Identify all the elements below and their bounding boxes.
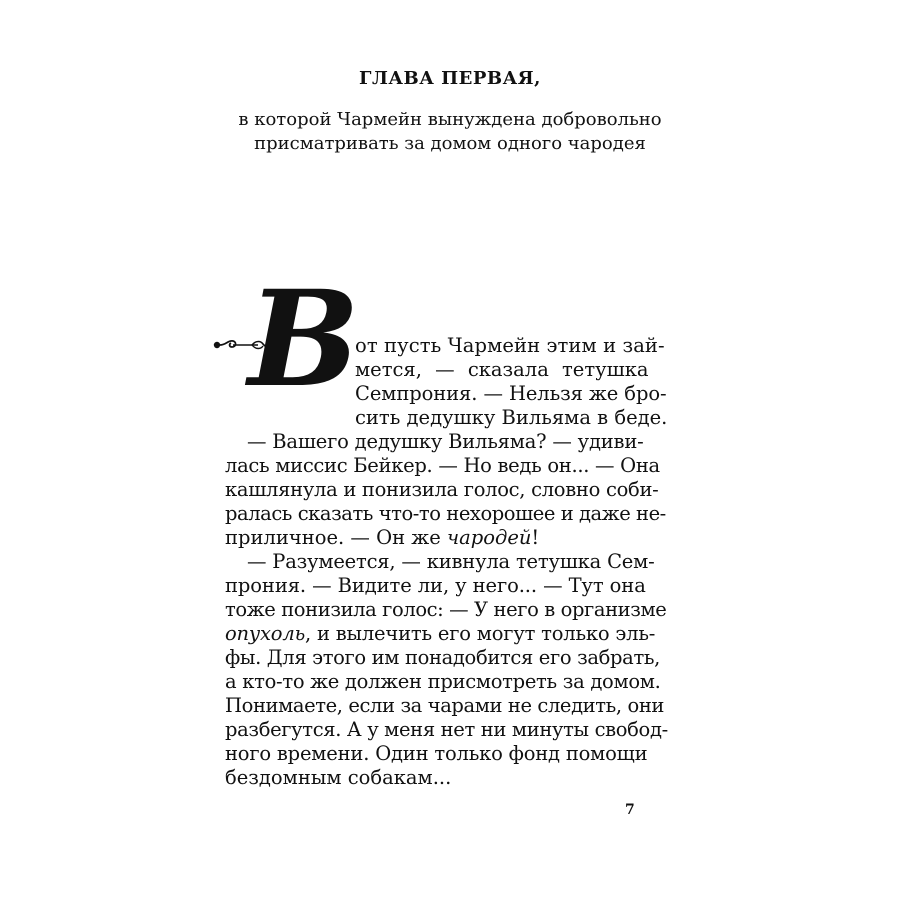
italic-word: чародей [446,526,532,549]
text-line: бездомным собакам... [225,766,452,789]
text-line: от пусть Чармейн этим и зай- [355,334,665,357]
text-line: мется, — сказала тетушка [355,358,649,381]
text-line: ралась сказать что-то нехорошее и даже не- [225,502,666,525]
text-line [225,526,539,550]
text-line: тоже понизила голос: — У него в организме [225,598,667,621]
text-line: а кто-то же должен присмотреть за домом. [225,670,661,693]
text-line [225,622,655,646]
text-line: Понимаете, если за чарами не следить, они [225,694,665,717]
text-line: фы. Для этого им понадобится его забрать, [225,646,660,669]
text-line: Семпрония. — Нельзя же бро- [355,382,667,405]
italic-word: опухоль [225,622,305,645]
text-span: приличное. — Он же [225,526,447,549]
text-line: лась миссис Бейкер. — Но ведь он... — Она [225,454,660,477]
chapter-subtitle-line: в которой Чармейн вынуждена добровольно [238,109,662,130]
text-span: ! [531,526,540,549]
text-line: разбегутся. А у меня нет ни минуты свобод- [225,718,668,741]
text-line: сить дедушку Вильяма в беде. [355,406,668,429]
dropcap-letter: В [248,262,360,417]
text-line: кашлянула и понизила голос, словно соби- [225,478,659,501]
chapter-title: ГЛАВА ПЕРВАЯ, [359,68,541,89]
text-span: , и вылечить его могут только эль- [304,622,656,645]
text-line: — Разумеется, — кивнула тетушка Сем- [247,550,655,573]
chapter-subtitle-line: присматривать за домом одного чародея [254,133,646,154]
text-line: ного времени. Один только фонд помощи [225,742,648,765]
text-line: прония. — Видите ли, у него... — Тут она [225,574,646,597]
text-line: — Вашего дедушку Вильяма? — удиви- [247,430,644,453]
page-number: 7 [625,802,635,818]
